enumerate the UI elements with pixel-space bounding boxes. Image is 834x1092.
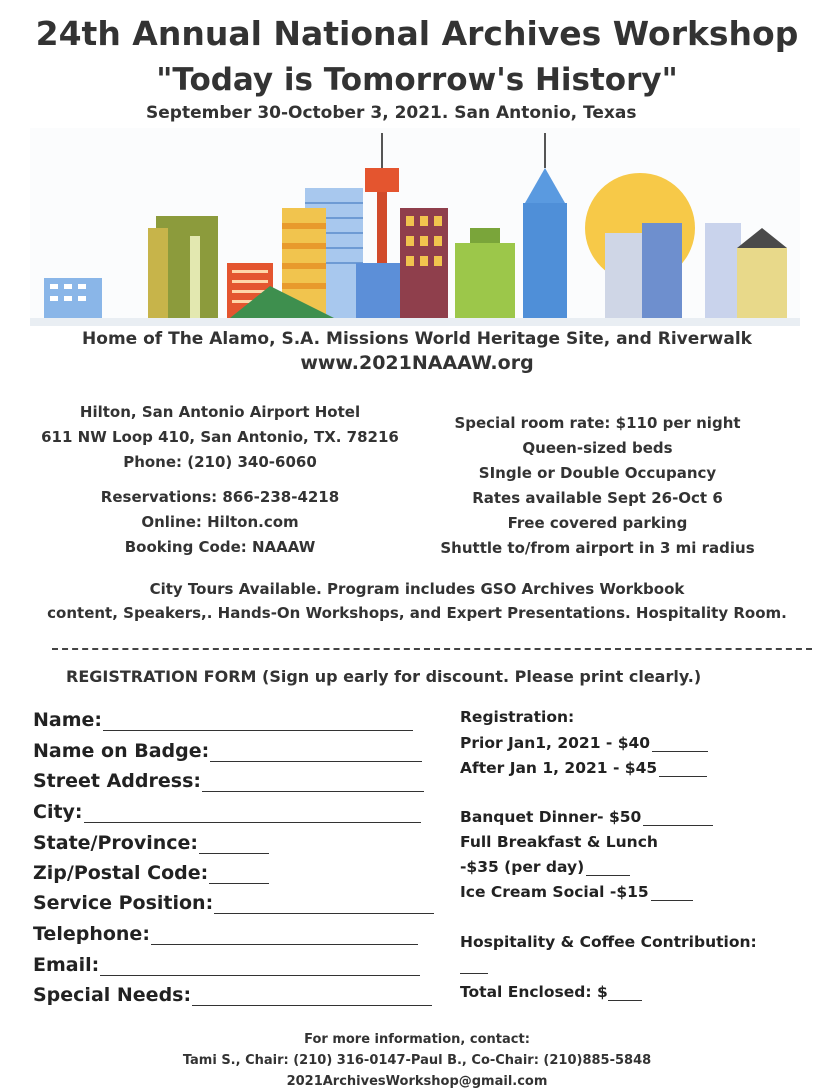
registration-form-heading: REGISTRATION FORM (Sign up early for discount. Please print clearly.): [66, 667, 702, 686]
rate-line: Rates available Sept 26-Oct 6: [472, 489, 723, 507]
special-needs-input-line[interactable]: [192, 985, 432, 1006]
rate-line: SIngle or Double Occupancy: [478, 464, 717, 482]
hospitality-input-line[interactable]: [460, 957, 488, 974]
registration-heading: Registration:: [460, 708, 575, 726]
total-enclosed-field[interactable]: Total Enclosed: $: [460, 979, 642, 1001]
name-input-line[interactable]: [103, 710, 413, 731]
contact-email[interactable]: 2021ArchivesWorkshop@gmail.com: [286, 1074, 548, 1089]
state-province-field[interactable]: [33, 828, 269, 854]
hotel-info: [30, 400, 410, 475]
telephone-input-line[interactable]: [151, 924, 418, 945]
after-fee-input-line[interactable]: [659, 760, 707, 777]
hotel-phone: Phone: (210) 340-6060: [123, 453, 317, 471]
program-line: City Tours Available. Program includes GSO Archives Workbook: [149, 580, 685, 598]
rate-line: Free covered parking: [507, 514, 688, 532]
field-label: Street Address:: [33, 770, 201, 792]
special-needs-field[interactable]: [33, 980, 432, 1006]
city-input-line[interactable]: [84, 802, 421, 823]
event-subtitle: "Today is Tomorrow's History": [156, 62, 678, 98]
ice-cream-social-fee[interactable]: Ice Cream Social -$15: [460, 879, 693, 901]
city-skyline-illustration: [30, 128, 800, 326]
telephone-field[interactable]: [33, 919, 418, 945]
website-link[interactable]: www.2021NAAAW.org: [300, 352, 534, 374]
event-title: 24th Annual National Archives Workshop: [35, 14, 799, 53]
room-rates: [420, 411, 775, 561]
field-label: Email:: [33, 954, 100, 976]
breakfast-lunch-label: Full Breakfast & Lunch: [460, 833, 658, 851]
email-field[interactable]: [33, 950, 420, 976]
ice-cream-input-line[interactable]: [651, 884, 693, 901]
service-position-field[interactable]: [33, 888, 434, 914]
booking-code: Booking Code: NAAAW: [124, 538, 316, 556]
reservation-phone: Reservations: 866-238-4218: [100, 488, 340, 506]
after-registration-fee[interactable]: After Jan 1, 2021 - $45: [460, 755, 707, 777]
state-province-input-line[interactable]: [199, 833, 269, 854]
tagline: Home of The Alamo, S.A. Missions World Heritage Site, and Riverwalk: [82, 329, 752, 349]
banquet-input-line[interactable]: [643, 809, 713, 826]
hotel-name: Hilton, San Antonio Airport Hotel: [79, 403, 361, 421]
reservation-online: Online: Hilton.com: [141, 513, 299, 531]
service-position-input-line[interactable]: [214, 893, 434, 914]
field-label: Name on Badge:: [33, 740, 210, 762]
rate-line: Special room rate: $110 per night: [454, 414, 741, 432]
zip-postal-code-input-line[interactable]: [209, 863, 269, 884]
breakfast-lunch-fee[interactable]: -$35 (per day): [460, 854, 630, 876]
rate-line: Shuttle to/from airport in 3 mi radius: [440, 539, 755, 557]
field-label: City:: [33, 801, 83, 823]
breakfast-input-line[interactable]: [586, 859, 630, 876]
street-address-field[interactable]: [33, 766, 424, 792]
badge-name-input-line[interactable]: [210, 741, 422, 762]
reservation-info: [30, 485, 410, 560]
contact-footer: [0, 1029, 834, 1092]
rate-line: Queen-sized beds: [522, 439, 673, 457]
hospitality-contribution-label: Hospitality & Coffee Contribution:: [460, 933, 757, 951]
contact-heading: For more information, contact:: [304, 1032, 530, 1047]
program-line: content, Speakers,. Hands-On Workshops, and Expert Presentations. Hospitality Room.: [47, 604, 787, 622]
hospitality-contribution-field[interactable]: [460, 952, 488, 974]
street-address-input-line[interactable]: [202, 771, 424, 792]
field-label: Zip/Postal Code:: [33, 862, 209, 884]
total-input-line[interactable]: [608, 984, 642, 1001]
city-field[interactable]: [33, 797, 421, 823]
cut-line-divider: [52, 648, 812, 650]
banquet-dinner-fee[interactable]: Banquet Dinner- $50: [460, 804, 713, 826]
program-description: [20, 577, 814, 625]
field-label: State/Province:: [33, 832, 199, 854]
hotel-address: 611 NW Loop 410, San Antonio, TX. 78216: [41, 428, 399, 446]
prior-fee-input-line[interactable]: [652, 735, 708, 752]
name-field[interactable]: [33, 705, 413, 731]
contact-phones: Tami S., Chair: (210) 316-0147-Paul B., Co-Chair: (210)885-5848: [182, 1053, 652, 1068]
field-label: Name:: [33, 709, 103, 731]
field-label: Service Position:: [33, 892, 214, 914]
zip-postal-code-field[interactable]: [33, 858, 269, 884]
prior-registration-fee[interactable]: Prior Jan1, 2021 - $40: [460, 730, 708, 752]
email-input-line[interactable]: [100, 955, 420, 976]
field-label: Telephone:: [33, 923, 150, 945]
field-label: Special Needs:: [33, 984, 192, 1006]
event-dates: September 30-October 3, 2021. San Antonio, Texas: [146, 103, 637, 123]
badge-name-field[interactable]: [33, 736, 422, 762]
